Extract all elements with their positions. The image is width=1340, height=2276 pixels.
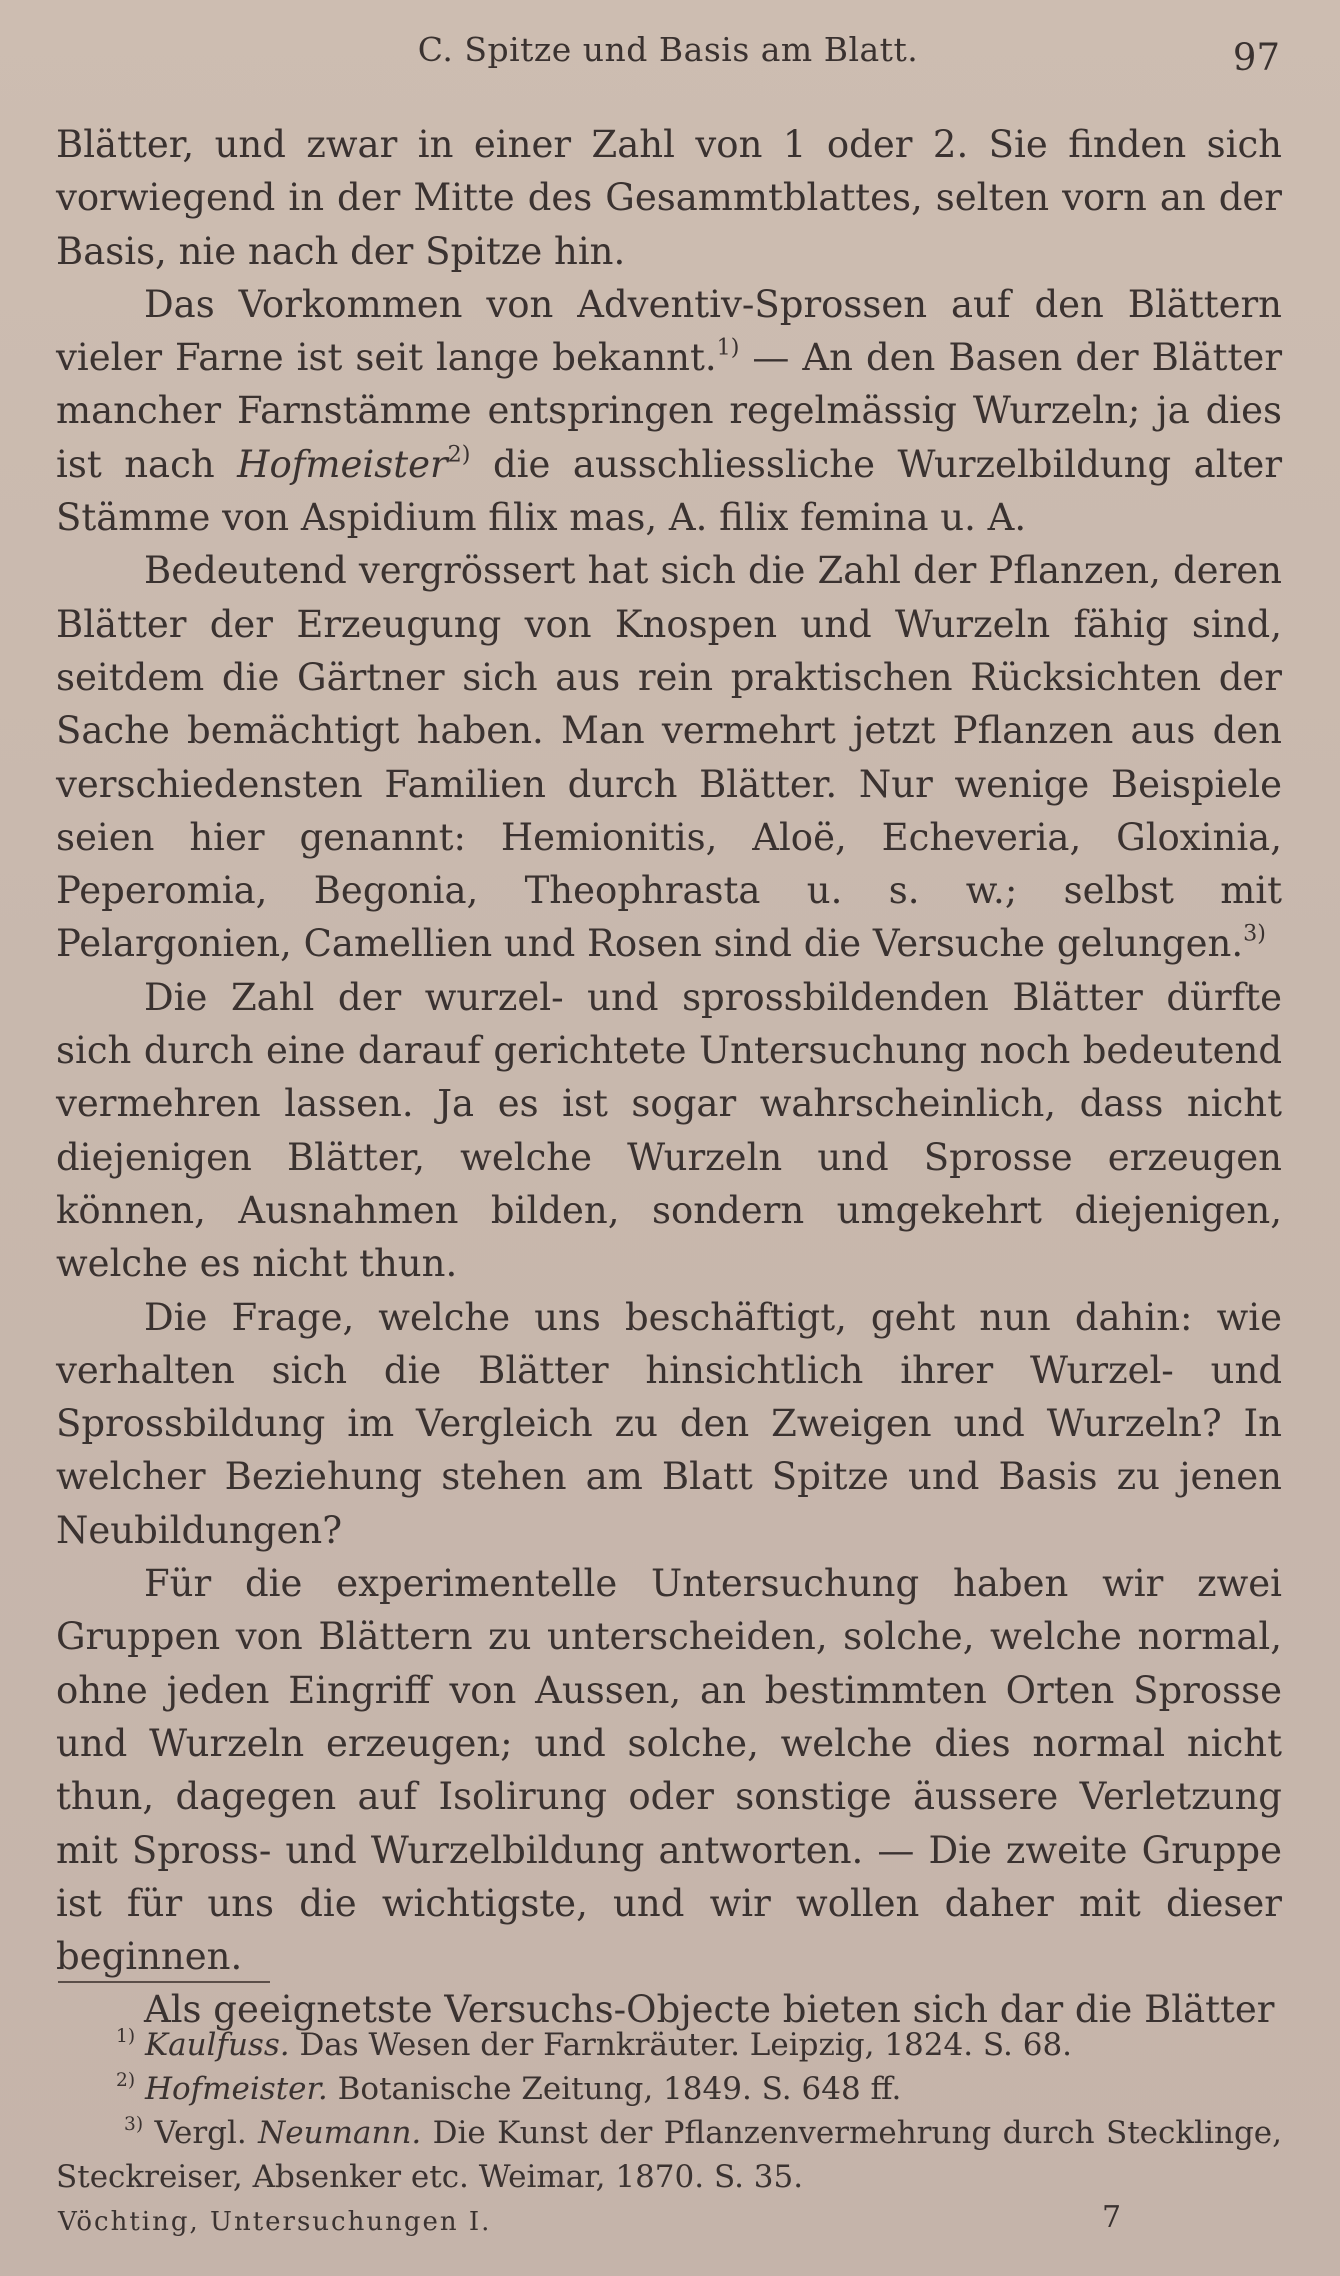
paragraph-text: — An den Basen der Blätter mancher Farnstämme entspringen regelmässig Wurzeln; ja dies ist nach xyxy=(56,336,1283,486)
paragraph-text: die ausschliessliche Wurzelbildung alter Stämme von Aspidium filix mas, A. filix femina u. A. xyxy=(56,442,1283,540)
paragraph-experimental-groups: Für die experimentelle Untersuchung haben wir zwei Gruppen von Blättern zu unterscheiden, solche, welche normal, ohne jeden Eingriff von Aussen, an bestimmten Orten Sprosse und Wurzeln erzeugen; und solche, welche dies normal nicht thun, dagegen auf Isolirung oder sonstige äussere Verletzung mit Spross- und Wurzelbildung antworten. — Die zweite Gruppe ist für uns die wichtigste, und wir wollen daher mit dieser beginnen. xyxy=(56,1562,1282,1979)
author-name: Kaulfuss. xyxy=(144,2027,290,2063)
paragraph-fern-adventive xyxy=(56,278,1282,544)
footnote-mark: 3) xyxy=(124,2113,144,2135)
paragraph-continued: Blätter, und zwar in einer Zahl von 1 oder 2. Sie finden sich vorwiegend in der Mitte des Gesammtblattes, selten vorn an der Basis, nie nach der Spitze hin. xyxy=(56,123,1282,273)
footnote-3 xyxy=(56,2111,1282,2199)
footnote-text: Das Wesen der Farnkräuter. Leipzig, 1824. S. 68. xyxy=(289,2027,1073,2063)
paragraph-test-objects: Als geeignetste Versuchs-Objecte bieten sich dar die Blätter xyxy=(144,1988,1275,2032)
author-name: Hofmeister. xyxy=(144,2071,328,2107)
footnote-ref-2: 2) xyxy=(447,441,471,468)
running-title: C. Spitze und Basis am Blatt. xyxy=(417,30,919,69)
footnote-text: Botanische Zeitung, 1849. S. 648 ff. xyxy=(327,2071,902,2107)
sheet-number: 7 xyxy=(1102,2200,1122,2235)
footnote-1 xyxy=(56,2023,1282,2067)
footnote-ref-1: 1) xyxy=(716,334,740,361)
paragraph-gardeners xyxy=(56,544,1282,970)
footnote-ref-3: 3) xyxy=(1243,920,1266,947)
paragraph-text: Bedeutend vergrössert hat sich die Zahl der Pflanzen, deren Blätter der Erzeugung von Knospen und Wurzeln fähig sind, seitdem die Gärtner sich aus rein praktischen Rücksichten der Sache bemächtigt haben. Man vermehrt jetzt Pflanzen aus den verschiedensten Familien durch Blätter. Nur wenige Beispiele seien hier genannt: Hemionitis, Aloë, Echeveria, Gloxinia, Peperomia, Begonia, Theophrasta u. s. w.; selbst mit Pelargonien, Camellien und Rosen sind die Versuche gelungen. xyxy=(56,549,1282,966)
body-text xyxy=(56,118,1282,2037)
footnote-prefix: Vergl. xyxy=(143,2115,259,2151)
footnote-text: Die Kunst der Pflanzenvermehrung durch Stecklinge, Steckreiser, Absenker etc. Weimar, 1870. S. 35. xyxy=(56,2115,1283,2195)
footnote-rule xyxy=(58,1981,270,1983)
author-name: Neumann. xyxy=(258,2115,422,2151)
footnote-mark: 2) xyxy=(116,2069,136,2091)
author-name: Hofmeister xyxy=(237,442,448,486)
paragraph-text: Das Vorkommen von Adventiv-Sprossen auf den Blättern vieler Farne ist seit lange bekannt. xyxy=(56,282,1282,380)
printer-signature: Vöchting, Untersuchungen I. xyxy=(58,2207,492,2237)
paragraph-root-shoot-leaves: Die Zahl der wurzel- und sprossbildenden Blätter dürfte sich durch eine darauf gerichtete Untersuchung noch bedeutend vermehren lassen. Ja es ist sogar wahrscheinlich, dass nicht diejenigen Blätter, welche Wurzeln und Sprosse erzeugen können, Ausnahmen bilden, sondern umgekehrt diejenigen, welche es nicht thun. xyxy=(56,975,1282,1286)
footnote-2 xyxy=(56,2067,1282,2111)
running-head xyxy=(56,30,1280,90)
footnote-mark: 1) xyxy=(116,2025,136,2047)
paragraph-question: Die Frage, welche uns beschäftigt, geht nun dahin: wie verhalten sich die Blätter hinsichtlich ihrer Wurzel- und Sprossbildung im Vergleich zu den Zweigen und Wurzeln? In welcher Beziehung stehen am Blatt Spitze und Basis zu jenen Neubildungen? xyxy=(56,1295,1282,1552)
footnotes xyxy=(56,2023,1282,2199)
page-number: 97 xyxy=(1232,36,1280,79)
